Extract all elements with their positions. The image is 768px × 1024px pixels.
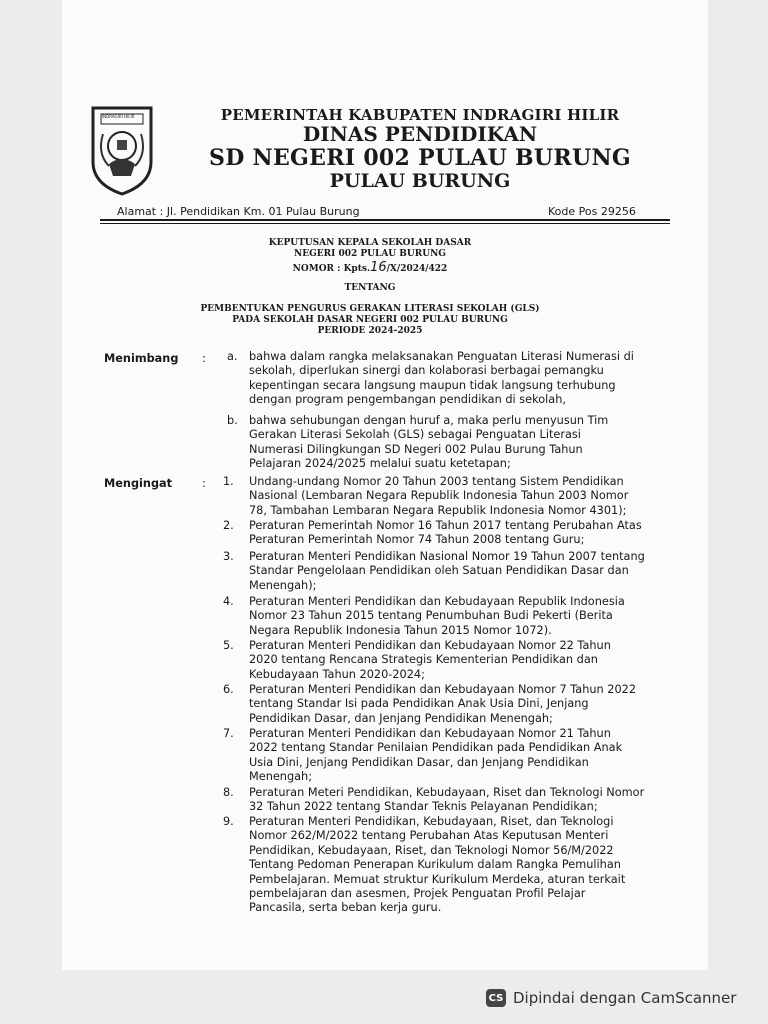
mengingat-number-1: 1. bbox=[223, 475, 234, 488]
item-line: kepentingan secara langsung maupun tidak langsung terhubung bbox=[249, 378, 616, 392]
item-line: Peraturan Pemerintah Nomor 74 Tahun 2008 tentang Guru; bbox=[249, 533, 585, 547]
item-line: Numerasi Dilingkungan SD Negeri 002 Pulau Burung Tahun bbox=[249, 442, 583, 456]
mengingat-number-4: 4. bbox=[223, 595, 234, 608]
tentang-heading: TENTANG bbox=[344, 283, 396, 293]
mengingat-item-7 bbox=[249, 727, 669, 785]
item-line: 78, Tambahan Lembaran Negara Republik Indonesia Nomor 4301); bbox=[249, 503, 627, 517]
mengingat-label: Mengingat bbox=[104, 477, 173, 490]
item-line: Pancasila, serta beban kerja guru. bbox=[249, 901, 442, 915]
department-name: DINAS PENDIDIKAN bbox=[302, 122, 538, 146]
mengingat-number-3: 3. bbox=[223, 550, 234, 563]
item-line: Peraturan Menteri Pendidikan Nasional Nomor 19 Tahun 2007 tentang bbox=[249, 550, 645, 563]
decree-number-prefix: NOMOR : Kpts. bbox=[292, 264, 371, 274]
item-line: Peraturan Pemerintah Nomor 16 Tahun 2017 tentang Perubahan Atas bbox=[249, 519, 642, 532]
item-line: Nomor 23 Tahun 2015 tentang Penumbuhan Budi Pekerti (Berita bbox=[249, 609, 613, 623]
item-line: Menengah; bbox=[249, 770, 313, 784]
item-line: Peraturan Menteri Pendidikan dan Kebudayaan Nomor 7 Tahun 2022 bbox=[249, 683, 637, 696]
mengingat-number-5: 5. bbox=[223, 639, 234, 652]
item-line: Peraturan Meteri Pendidikan, Kebudayaan, Riset dan Teknologi Nomor bbox=[249, 786, 645, 799]
mengingat-number-8: 8. bbox=[223, 786, 234, 799]
item-line: 2022 tentang Standar Penilaian Pendidikan pada Pendidikan Anak bbox=[249, 741, 623, 755]
item-line: Peraturan Menteri Pendidikan dan Kebudayaan Republik Indonesia bbox=[249, 595, 625, 608]
mengingat-item-6 bbox=[249, 683, 669, 726]
item-line: Pelajaran 2024/2025 melalui suatu ketetapan; bbox=[249, 457, 511, 471]
menimbang-item-b bbox=[249, 414, 669, 472]
menimbang-colon: : bbox=[202, 352, 206, 365]
postal-code: Kode Pos 29256 bbox=[548, 205, 636, 218]
mengingat-item-5 bbox=[249, 639, 669, 682]
mengingat-item-4 bbox=[249, 595, 669, 638]
menimbang-marker-b: b. bbox=[227, 414, 238, 427]
letterhead-rule-thin bbox=[100, 223, 670, 224]
item-line: Usia Dini, Jenjang Pendidikan Dasar, dan Jenjang Pendidikan bbox=[249, 755, 589, 769]
camscanner-icon: CS bbox=[486, 989, 506, 1007]
item-line: Nomor 262/M/2022 tentang Perubahan Atas Keputusan Menteri bbox=[249, 829, 609, 843]
mengingat-item-3 bbox=[249, 550, 669, 593]
item-line: Peraturan Menteri Pendidikan, Kebudayaan, Riset, dan Teknologi bbox=[249, 815, 614, 828]
item-line: Standar Pengelolaan Pendidikan oleh Satuan Pendidikan Dasar dan bbox=[249, 564, 629, 578]
menimbang-item-a bbox=[249, 350, 669, 408]
decree-number bbox=[160, 260, 580, 275]
item-line: Menengah); bbox=[249, 578, 317, 592]
decree-number-suffix: /X/2024/422 bbox=[386, 264, 448, 274]
item-line: tentang Standar Isi pada Pendidikan Anak Usia Dini, Jenjang bbox=[249, 697, 589, 711]
mengingat-number-2: 2. bbox=[223, 519, 234, 532]
school-name: SD NEGERI 002 PULAU BURUNG bbox=[209, 145, 631, 171]
item-line: Pendidikan Dasar, dan Jenjang Pendidikan Menengah; bbox=[249, 711, 553, 725]
subject-line-3: PERIODE 2024-2025 bbox=[317, 326, 423, 336]
mengingat-number-7: 7. bbox=[223, 727, 234, 740]
mengingat-number-9: 9. bbox=[223, 815, 234, 828]
subject-line-2: PADA SEKOLAH DASAR NEGERI 002 PULAU BURUNG bbox=[232, 315, 508, 325]
mengingat-number-6: 6. bbox=[223, 683, 234, 696]
mengingat-item-1 bbox=[249, 475, 669, 518]
item-line: Pembelajaran. Memuat struktur Kurikulum Merdeka, aturan terkait bbox=[249, 872, 626, 886]
item-line: dengan program pengembangan pendidikan di sekolah, bbox=[249, 393, 566, 407]
item-line: Undang-undang Nomor 20 Tahun 2003 tentang Sistem Pendidikan bbox=[249, 475, 624, 488]
logo-text: INDRAGIRI HILIR bbox=[102, 114, 135, 119]
item-line: 32 Tahun 2022 tentang Standar Teknis Pelayanan Pendidikan; bbox=[249, 800, 598, 814]
item-line: 2020 tentang Rencana Strategis Kementerian Pendidikan dan bbox=[249, 653, 598, 667]
letterhead-rule-thick bbox=[100, 219, 670, 221]
item-line: sekolah, diperlukan sinergi dan kolaborasi berbagai pemangku bbox=[249, 364, 604, 378]
mengingat-item-9 bbox=[249, 815, 669, 916]
item-line: Nasional (Lembaran Negara Republik Indonesia Tahun 2003 Nomor bbox=[249, 489, 629, 503]
camscanner-watermark bbox=[478, 984, 756, 1012]
item-line: Peraturan Menteri Pendidikan dan Kebudayaan Nomor 22 Tahun bbox=[249, 639, 611, 652]
item-line: Negara Republik Indonesia Tahun 2015 Nomor 1072). bbox=[249, 623, 552, 637]
item-line: bahwa sehubungan dengan huruf a, maka perlu menyusun Tim bbox=[249, 414, 609, 427]
subject-line-1: PEMBENTUKAN PENGURUS GERAKAN LITERASI SEKOLAH (GLS) bbox=[200, 304, 540, 314]
item-line: Tentang Pedoman Penerapan Kurikulum dalam Rangka Pemulihan bbox=[249, 858, 621, 872]
item-line: Kebudayaan Tahun 2020-2024; bbox=[249, 667, 425, 681]
school-address: Alamat : Jl. Pendidikan Km. 01 Pulau Burung bbox=[117, 205, 360, 218]
mengingat-colon: : bbox=[202, 477, 206, 490]
mengingat-item-8 bbox=[249, 786, 669, 815]
menimbang-marker-a: a. bbox=[227, 350, 238, 363]
decree-number-handwritten: 16 bbox=[370, 260, 387, 275]
decree-title-1: KEPUTUSAN KEPALA SEKOLAH DASAR bbox=[268, 238, 472, 248]
menimbang-label: Menimbang bbox=[104, 352, 179, 365]
mengingat-item-2 bbox=[249, 519, 669, 548]
camscanner-label: Dipindai dengan CamScanner bbox=[513, 989, 737, 1007]
item-line: Pendidikan, Kebudayaan, Riset, dan Teknologi Nomor 56/M/2022 bbox=[249, 843, 614, 857]
government-name: PEMERINTAH KABUPATEN INDRAGIRI HILIR bbox=[220, 106, 620, 124]
item-line: pembelajaran dan asesmen, Projek Penguatan Profil Pelajar bbox=[249, 887, 586, 901]
item-line: bahwa dalam rangka melaksanakan Penguatan Literasi Numerasi di bbox=[249, 350, 634, 363]
item-line: Peraturan Menteri Pendidikan dan Kebudayaan Nomor 21 Tahun bbox=[249, 727, 611, 740]
decree-title-2: NEGERI 002 PULAU BURUNG bbox=[294, 249, 446, 259]
item-line: Gerakan Literasi Sekolah (GLS) sebagai Penguatan Literasi bbox=[249, 428, 581, 442]
location-name: PULAU BURUNG bbox=[329, 170, 511, 192]
